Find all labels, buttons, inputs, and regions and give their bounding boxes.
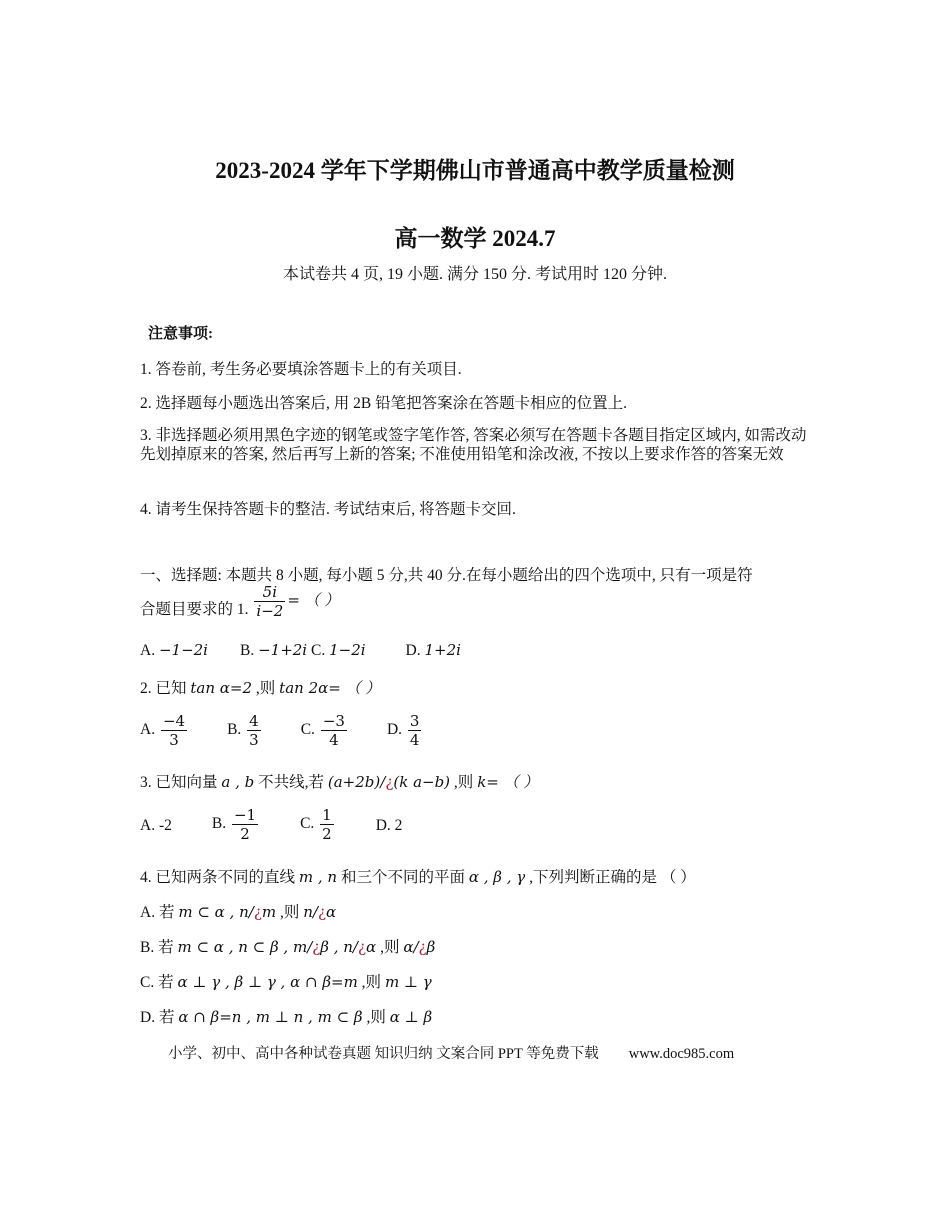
notes-heading: 注意事项: xyxy=(148,326,213,342)
q2-mid: ,则 xyxy=(252,680,280,697)
q4-a-p2: ¿ xyxy=(253,903,262,921)
q1-fraction xyxy=(254,583,285,620)
q2-prefix: 2. 已知 xyxy=(140,680,191,697)
q4-b-p2: ¿ xyxy=(312,938,321,956)
q1-denominator: i−2 xyxy=(256,602,284,620)
q4-d-premise: α ∩ β=n , m ⊥ n , m ⊂ β xyxy=(178,1008,363,1026)
q4-a-p3: m xyxy=(261,903,277,921)
q3-option-b-label: B. xyxy=(211,815,230,833)
q2-option-b xyxy=(247,712,261,749)
q1-option-a: −1−2i xyxy=(158,641,208,659)
q3-options xyxy=(140,806,402,843)
q4-a-c3: α xyxy=(326,903,337,921)
q3-option-b xyxy=(232,806,258,843)
page-title: 2023-2024 学年下学期佛山市普通高中教学质量检测 xyxy=(215,158,735,183)
q4-option-b xyxy=(140,935,435,957)
note-item-2: 2. 选择题每小题选出答案后, 用 2B 铅笔把答案涂在答题卡相应的位置上. xyxy=(140,395,627,412)
q2-d-den: 4 xyxy=(409,731,420,749)
q2-d-num: 3 xyxy=(409,712,420,730)
q2-expression: tan 2α= （ ） xyxy=(279,679,381,697)
footer xyxy=(168,1042,734,1063)
q3-c-num: 1 xyxy=(322,806,332,824)
q2-a-num: −4 xyxy=(162,712,186,730)
q2-a-den: 3 xyxy=(169,731,179,749)
q2-c-den: 4 xyxy=(329,731,339,749)
q2-option-d xyxy=(408,712,422,749)
q3-cond-c: (k a−b) xyxy=(393,773,451,791)
q4-a-c2: ¿ xyxy=(317,903,326,921)
q4-c-then: ,则 xyxy=(357,974,385,991)
q3-vectors: a , b xyxy=(221,773,255,791)
q2-option-a xyxy=(161,712,187,749)
q4-b-p3: β , n/ xyxy=(320,938,358,956)
q4-d-conclusion: α ⊥ β xyxy=(389,1008,433,1026)
q4-b-c1: α/ xyxy=(403,938,419,956)
q3-option-d: D. 2 xyxy=(375,817,403,835)
q4-option-a xyxy=(140,900,336,922)
q2-option-c-label: C. xyxy=(300,721,319,739)
q3-mid2: ,则 xyxy=(450,774,478,791)
subject-title: 高一数学 2024.7 xyxy=(394,226,556,251)
q4-planes: α , β , γ xyxy=(468,868,526,886)
q2-b-num: 4 xyxy=(249,712,259,730)
q4-lines: m , n xyxy=(298,868,338,886)
q4-b-c3: β xyxy=(426,938,436,956)
q4-c-conclusion: m ⊥ γ xyxy=(384,973,432,991)
q4-b-c2: ¿ xyxy=(418,938,427,956)
q4-a-label: A. 若 xyxy=(140,904,179,921)
question-4 xyxy=(140,865,696,887)
q4-mid: 和三个不同的平面 xyxy=(337,869,469,886)
q3-option-c xyxy=(320,806,334,843)
question-1 xyxy=(140,583,339,620)
exam-info: 本试卷共 4 页, 19 小题. 满分 150 分. 考试用时 120 分钟. xyxy=(282,266,667,283)
q3-cond-glyph: ¿ xyxy=(385,773,394,791)
q4-b-then: ,则 xyxy=(376,939,404,956)
q4-option-d xyxy=(140,1005,432,1027)
q3-c-den: 2 xyxy=(322,825,332,843)
q1-numerator: 5i xyxy=(254,583,285,602)
q3-mid1: 不共线,若 xyxy=(254,774,328,791)
q4-a-then: ,则 xyxy=(276,904,304,921)
q4-a-c1: n/ xyxy=(303,903,318,921)
section-intro-line1: 一、选择题: 本题共 8 小题, 每小题 5 分,共 40 分.在每小题给出的四个选项中, 只有一项是符 xyxy=(140,567,753,584)
q4-option-c xyxy=(140,970,432,992)
note-item-1: 1. 答卷前, 考生务必要填涂答题卡上的有关项目. xyxy=(140,361,462,378)
q2-condition: tan α=2 xyxy=(190,679,253,697)
q2-c-num: −3 xyxy=(322,712,345,730)
q2-option-d-label: D. xyxy=(386,721,406,739)
q3-expression: k= （ ） xyxy=(477,773,539,791)
q4-d-label: D. 若 xyxy=(140,1009,179,1026)
q1-option-d: 1+2i xyxy=(424,641,461,659)
q1-tail: = （ ） xyxy=(287,591,340,610)
q4-d-then: ,则 xyxy=(362,1009,390,1026)
q1-option-c: 1−2i xyxy=(329,641,366,659)
note-item-4: 4. 请考生保持答题卡的整洁. 考试结束后, 将答题卡交回. xyxy=(140,501,516,518)
q4-b-p1: m ⊂ α , n ⊂ β , m/ xyxy=(177,938,313,956)
q1-option-d-label: D. xyxy=(405,642,425,659)
q4-a-p1: m ⊂ α , n/ xyxy=(178,903,254,921)
note-item-3: 3. 非选择题必须用黑色字迹的钢笔或签字笔作答, 答案必须写在答题卡各题目指定区域内, 如需改动先划掉原来的答案, 然后再写上新的答案; 不准使用铅笔和涂改液, 不按以上要求作答的答案无效 xyxy=(140,427,807,463)
q3-b-num: −1 xyxy=(233,806,257,824)
q1-option-c-label: C. xyxy=(307,642,330,659)
section-intro-line2: 合题目要求的 1. xyxy=(140,601,249,619)
q3-cond-a: (a+2b)/ xyxy=(327,773,386,791)
q1-option-a-label: A. xyxy=(140,642,159,659)
q4-c-premise: α ⊥ γ , β ⊥ γ , α ∩ β=m xyxy=(177,973,358,991)
q4-c-label: C. 若 xyxy=(140,974,178,991)
q1-option-b: −1+2i xyxy=(258,641,308,659)
q3-option-a: A. -2 xyxy=(140,817,172,835)
footer-site: www.doc985.com xyxy=(628,1046,735,1062)
q1-option-b-label: B. xyxy=(239,642,259,659)
q2-option-a-label: A. xyxy=(140,721,159,739)
q2-options xyxy=(140,712,423,749)
q4-prefix: 4. 已知两条不同的直线 xyxy=(140,869,299,886)
question-3 xyxy=(140,770,538,792)
question-2 xyxy=(140,676,380,698)
q4-tail: ,下列判断正确的是 （ ） xyxy=(525,869,696,886)
q3-option-c-label: C. xyxy=(300,815,319,833)
q3-b-den: 2 xyxy=(240,825,250,843)
q1-options xyxy=(140,641,461,660)
q2-option-b-label: B. xyxy=(227,721,246,739)
q3-prefix: 3. 已知向量 xyxy=(140,774,222,791)
footer-text: 小学、初中、高中各种试卷真题 知识归纳 文案合同 PPT 等免费下载 xyxy=(168,1046,599,1062)
q2-option-c xyxy=(321,712,347,749)
q4-b-p5: α xyxy=(366,938,377,956)
q2-b-den: 3 xyxy=(249,731,259,749)
q4-b-p4: ¿ xyxy=(358,938,367,956)
q4-b-label: B. 若 xyxy=(140,939,178,956)
